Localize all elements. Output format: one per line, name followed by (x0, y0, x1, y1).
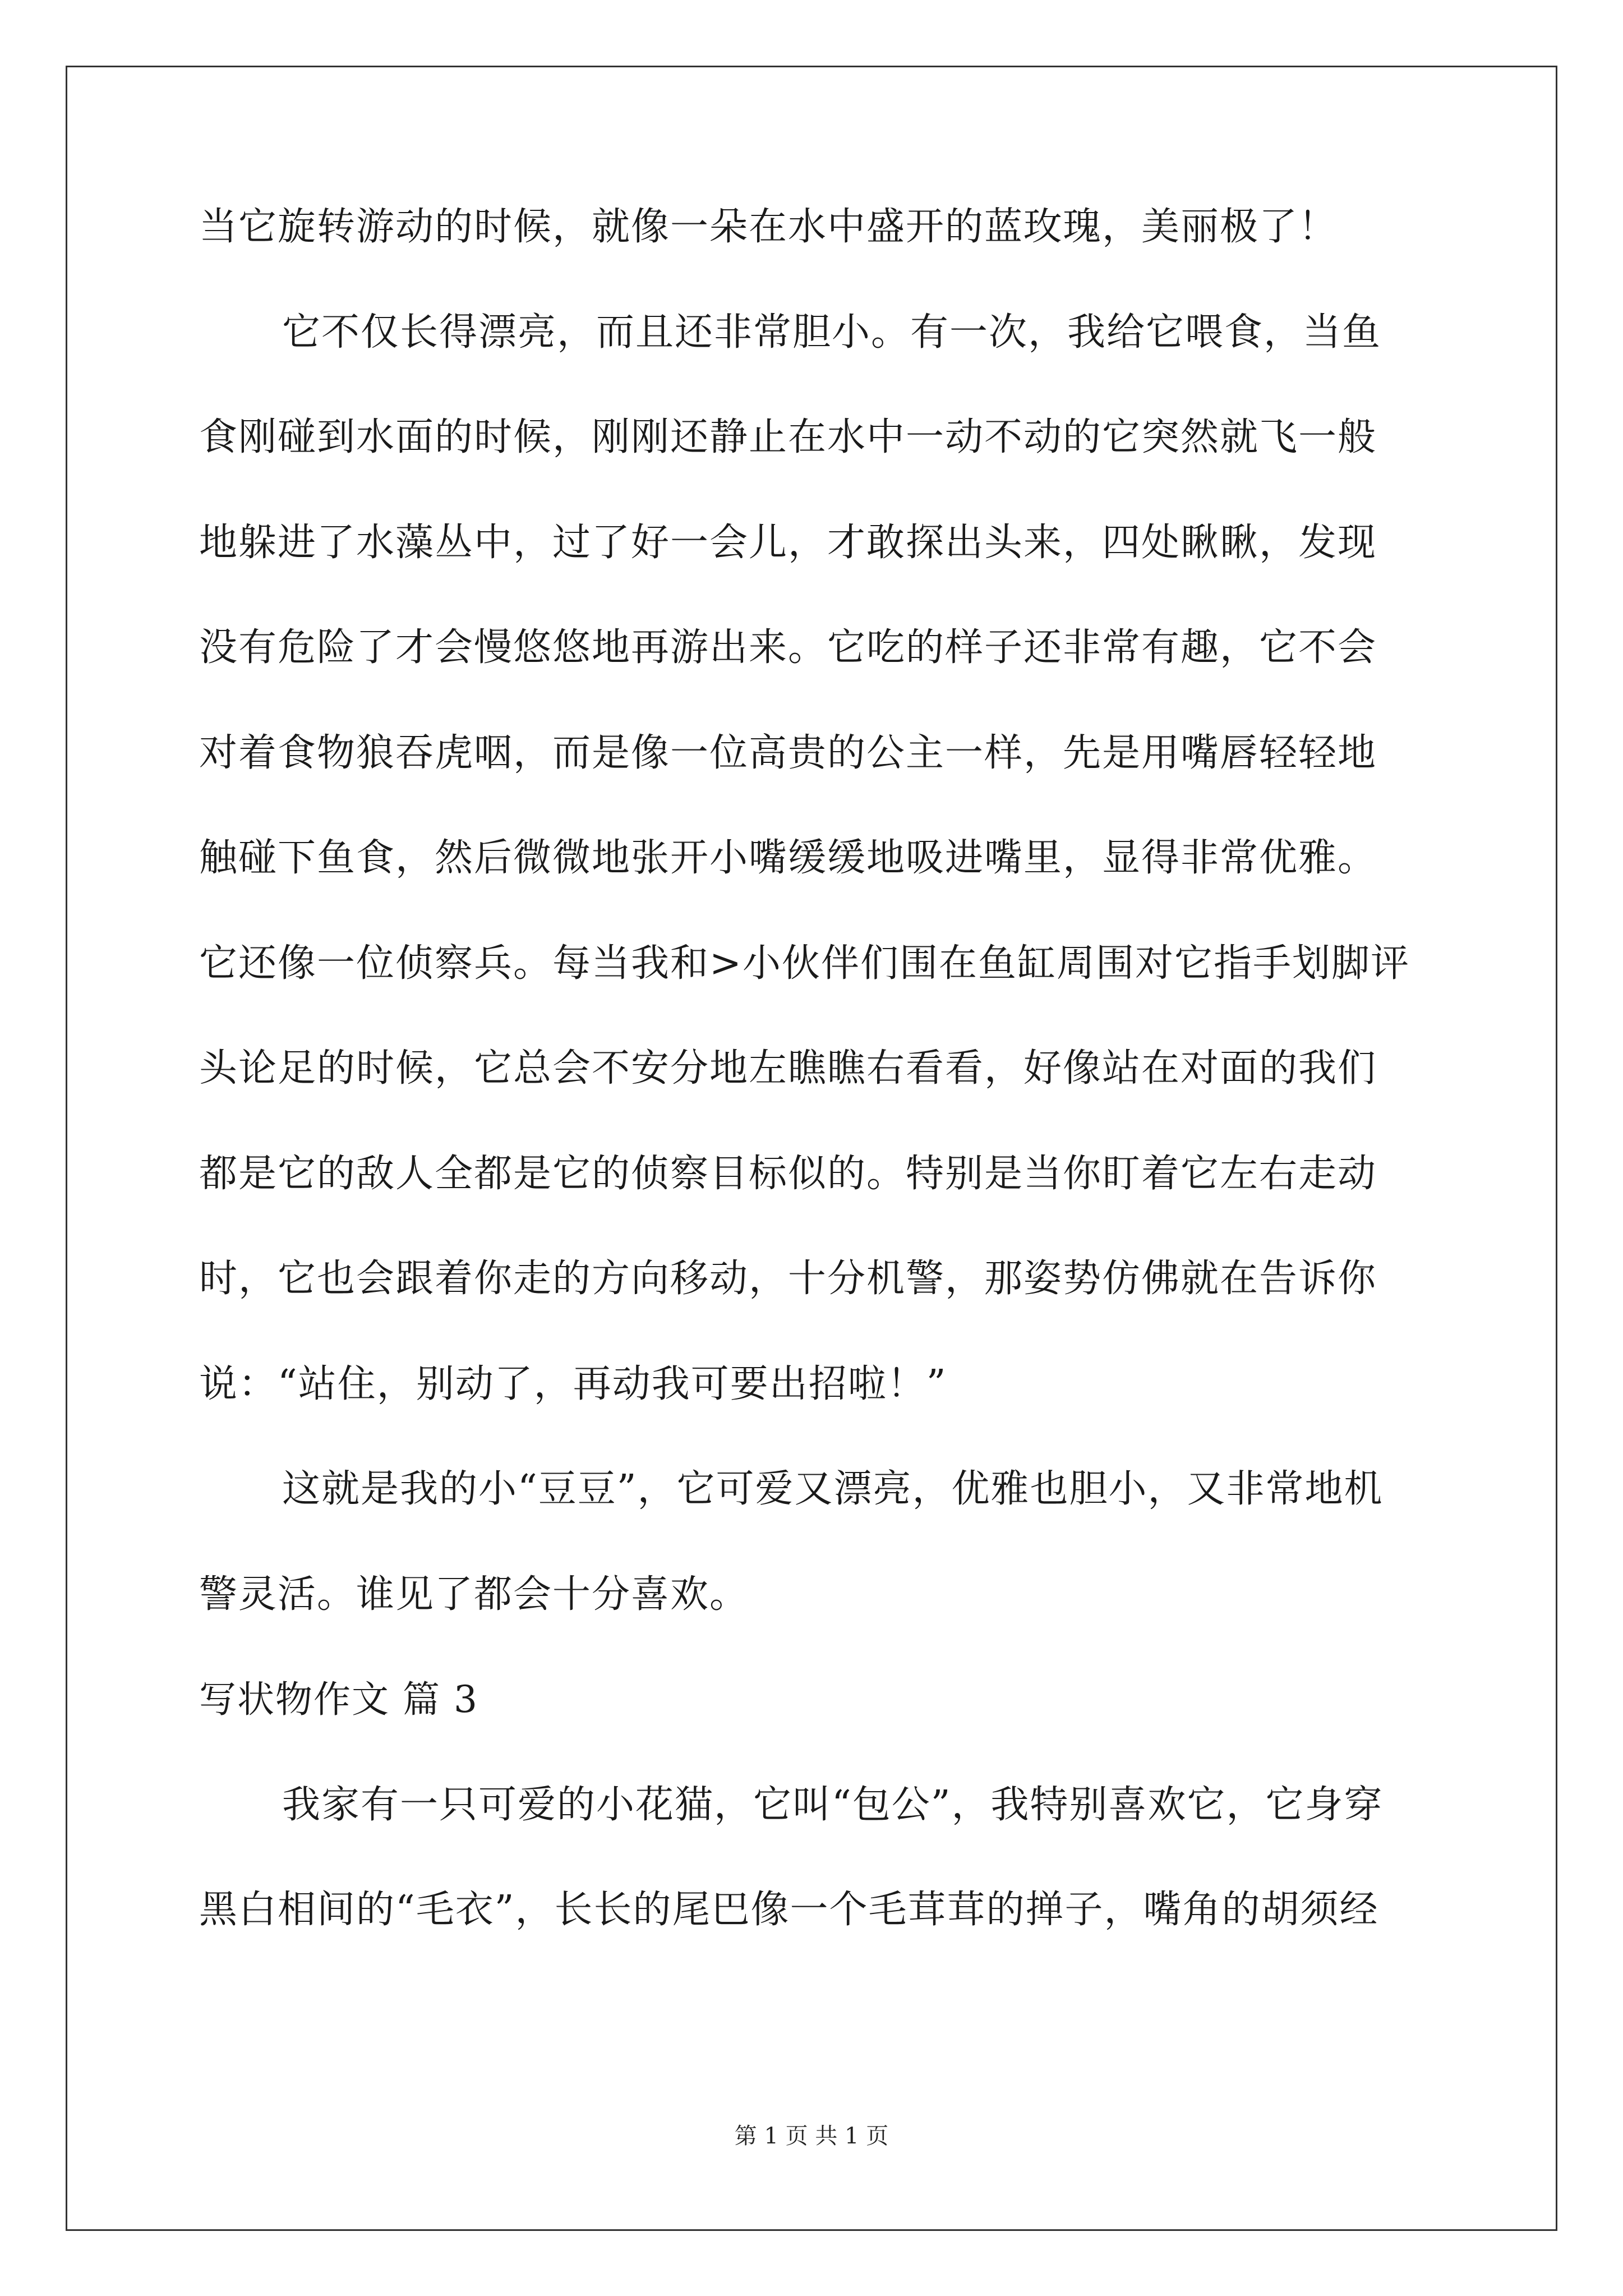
text-line: 警灵活。谁见了都会十分喜欢。 (199, 1572, 749, 1617)
text-line: 都是它的敌人全都是它的侦察目标似的。特别是当你盯着它左右走动 (199, 1152, 1377, 1196)
text-line: 头论足的时候，它总会不安分地左瞧瞧右看看，好像站在对面的我们 (199, 1046, 1377, 1091)
text-line: 时，它也会跟着你走的方向移动，十分机警，那姿势仿佛就在告诉你 (199, 1257, 1377, 1301)
text-line: 当它旋转游动的时候，就像一朵在水中盛开的蓝玫瑰，美丽极了！ (199, 205, 1338, 249)
text-line: 它还像一位侦察兵。每当我和>小伙伴们围在鱼缸周围对它指手划脚评 (199, 941, 1410, 986)
paragraph-first-line: 我家有一只可爱的小花猫，它叫“包公”，我特别喜欢它，它身穿 (282, 1783, 1384, 1827)
text-line: 对着食物狼吞虎咽，而是像一位高贵的公主一样，先是用嘴唇轻轻地 (199, 731, 1377, 775)
paragraph-first-line: 这就是我的小“豆豆”，它可爱又漂亮，优雅也胆小，又非常地机 (282, 1467, 1384, 1511)
section-heading: 写状物作文 篇 3 (199, 1678, 478, 1721)
text-line: 地躲进了水藻丛中，过了好一会儿，才敢探出头来，四处瞅瞅，发现 (199, 521, 1377, 565)
text-line: 黑白相间的“毛衣”，长长的尾巴像一个毛茸茸的掸子，嘴角的胡须经 (199, 1888, 1379, 1932)
page-footer: 第 1 页 共 1 页 (734, 2123, 889, 2149)
text-line: 食刚碰到水面的时候，刚刚还静止在水中一动不动的它突然就飞一般 (199, 415, 1377, 459)
paragraph-first-line: 它不仅长得漂亮，而且还非常胆小。有一次，我给它喂食，当鱼 (282, 310, 1382, 355)
text-line: 触碰下鱼食，然后微微地张开小嘴缓缓地吸进嘴里，显得非常优雅。 (199, 836, 1377, 880)
text-line: 说：“站住，别动了，再动我可要出招啦！” (199, 1362, 947, 1406)
text-line: 没有危险了才会慢悠悠地再游出来。它吃的样子还非常有趣，它不会 (199, 625, 1377, 670)
